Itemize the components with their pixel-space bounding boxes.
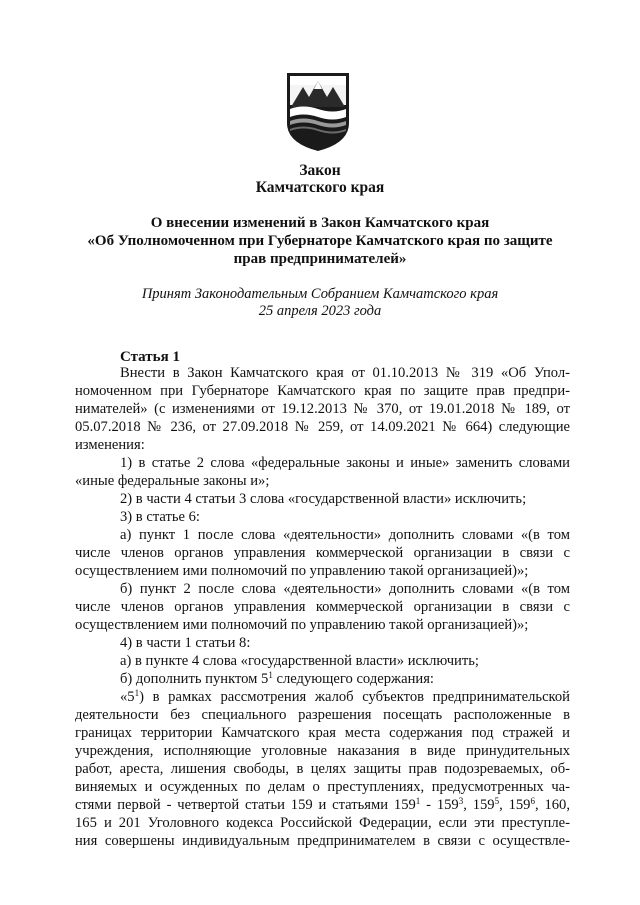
body-line: 2) в части 4 статьи 3 слова «государственной власти» исключить; [120, 491, 527, 507]
article-heading: Статья 1 [120, 349, 180, 365]
body-line: 1) в статье 2 слова «федеральные законы и иные» заменить словами [120, 455, 570, 471]
body-line: стями первой - четвертой статьи 159 и статьями $159^1 - 159^3$, $159^5$, $159^6$, 160, [75, 796, 570, 813]
body-line: нимателей» (с изменениями от 19.12.2013 № 370, от 19.01.2018 № 189, от [75, 401, 570, 417]
body-line: 165 и 201 Уголовного кодекса Российской Федерации, если эти преступле- [75, 815, 570, 831]
body-line: «иные федеральные законы и»; [75, 473, 270, 489]
body-line: числе членов органов управления коммерческой организации в связи с [75, 599, 570, 615]
body-line: числе членов органов управления коммерческой организации в связи с [75, 545, 570, 561]
body-line: ния совершены индивидуальным предпринимателем в связи с осуществле- [75, 833, 570, 849]
body-line: б) пункт 2 после слова «деятельности» дополнить словами «(в том [120, 581, 570, 597]
body-line: осуществлением ими полномочий по управлению такой организацией)»; [75, 617, 529, 633]
body-line: деятельности без специального разрешения посещать расположенные в [75, 707, 570, 723]
body-line: а) пункт 1 после слова «деятельности» дополнить словами «(в том [120, 527, 570, 543]
body-line: «$5^1$) в рамках рассмотрения жалоб субъектов предпринимательской [120, 688, 570, 705]
body-line: 3) в статье 6: [120, 509, 200, 525]
body-line: работ, ареста, лишения свободы, в целях защиты прав подозреваемых, об- [75, 761, 570, 777]
body-line: номоченном при Губернаторе Камчатского края по защите прав предпри- [75, 383, 570, 399]
body-line: а) в пункте 4 слова «государственной власти» исключить; [120, 653, 479, 669]
body-line: осуществлением ими полномочий по управлению такой организацией)»; [75, 563, 529, 579]
body-line: виняемых и осужденных по делам о преступлениях, предусмотренных ча- [75, 779, 570, 795]
body-line: границах территории Камчатского края места содержания под стражей и [75, 725, 570, 741]
body-line: 4) в части 1 статьи 8: [120, 635, 251, 651]
subtitle-line-2: «Об Уполномоченном при Губернаторе Камчатского края по защите [87, 233, 553, 249]
body-line: Внести в Закон Камчатского края от 01.10.2013 № 319 «Об Упол- [120, 365, 570, 381]
subtitle-line-1: О внесении изменений в Закон Камчатского края [150, 215, 490, 231]
adopted-date: 25 апреля 2023 года [258, 303, 382, 319]
body-line: учреждения, исполняющие уголовные наказания в виде принудительных [75, 743, 570, 759]
region-title: Камчатского края [255, 179, 385, 196]
body-line: 05.07.2018 № 236, от 27.09.2018 № 259, от 14.09.2021 № 664) следующие [75, 419, 570, 435]
subtitle-line-3: прав предпринимателей» [233, 251, 407, 267]
body-line: изменения: [75, 437, 145, 453]
kamchatka-coat-of-arms-icon [285, 71, 351, 153]
law-title: Закон [299, 162, 341, 179]
body-line: б) дополнить пунктом $5^1$ следующего содержания: [120, 670, 434, 687]
adopted-by: Принят Законодательным Собранием Камчатского края [141, 286, 499, 302]
